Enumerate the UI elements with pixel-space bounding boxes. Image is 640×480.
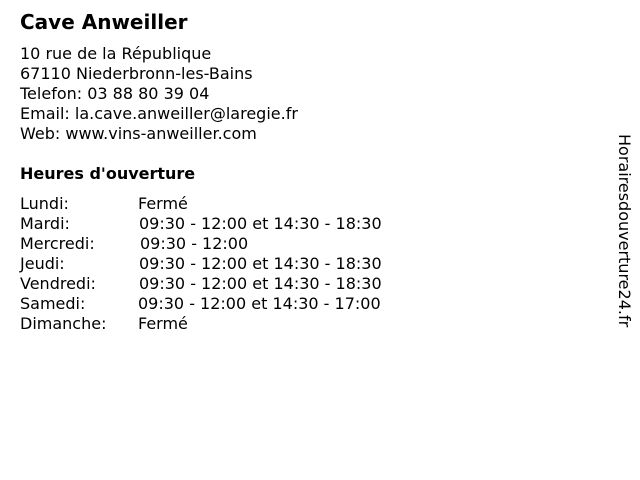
web-line: Web: www.vins-anweiller.com xyxy=(20,124,257,143)
day-hours: 09:30 - 12:00 et 14:30 - 17:00 xyxy=(138,294,381,313)
day-hours: Fermé xyxy=(138,314,188,333)
day-label: Samedi: xyxy=(20,294,86,313)
site-watermark xyxy=(612,134,636,374)
day-label: Jeudi: xyxy=(20,254,65,273)
day-label: Dimanche: xyxy=(20,314,107,333)
contact-block xyxy=(20,44,298,144)
day-label: Lundi: xyxy=(20,194,69,213)
day-hours: 09:30 - 12:00 et 14:30 - 18:30 xyxy=(139,214,382,233)
day-label: Mercredi: xyxy=(20,234,95,253)
business-name: Cave Anweiller xyxy=(20,10,188,34)
day-hours: Fermé xyxy=(138,194,188,213)
opening-hours-title: Heures d'ouverture xyxy=(20,164,196,183)
day-label: Mardi: xyxy=(20,214,70,233)
watermark-text: Horairesdouverture24.fr xyxy=(615,134,634,328)
phone-line: Telefon: 03 88 80 39 04 xyxy=(20,84,210,103)
address-city: 67110 Niederbronn-les-Bains xyxy=(20,64,253,83)
address-street: 10 rue de la République xyxy=(20,44,212,63)
day-hours: 09:30 - 12:00 et 14:30 - 18:30 xyxy=(139,254,382,273)
email-line: Email: la.cave.anweiller@laregie.fr xyxy=(20,104,298,123)
day-label: Vendredi: xyxy=(20,274,96,293)
day-hours: 09:30 - 12:00 xyxy=(140,234,249,253)
day-hours: 09:30 - 12:00 et 14:30 - 18:30 xyxy=(139,274,382,293)
